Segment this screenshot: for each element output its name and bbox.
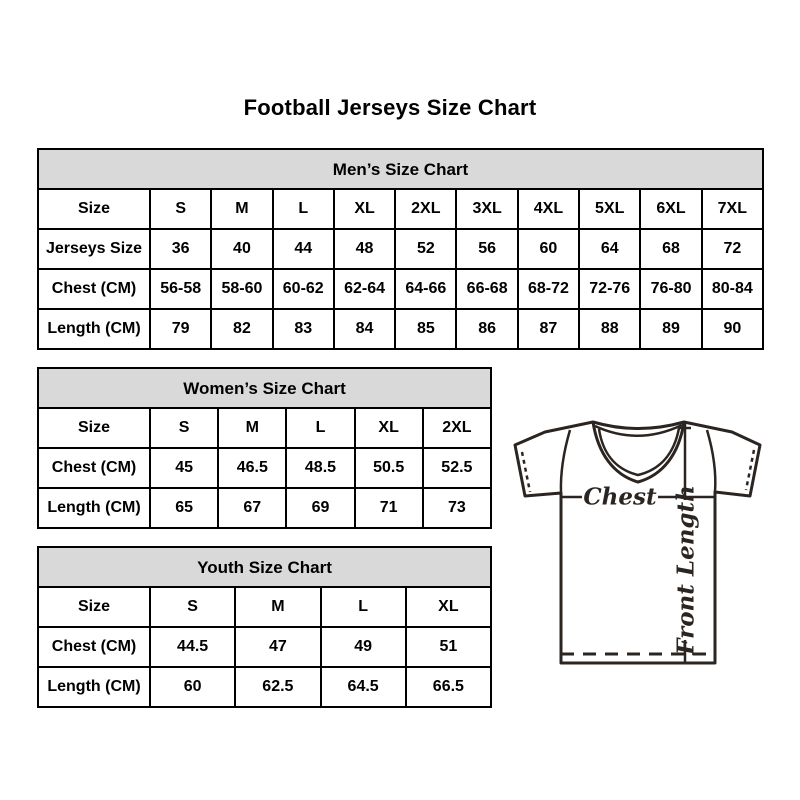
cell: 65 <box>150 488 218 528</box>
cell: 46.5 <box>218 448 286 488</box>
row-label: Length (CM) <box>38 667 150 707</box>
youth-size-table <box>37 546 492 708</box>
cell: 89 <box>640 309 701 349</box>
cell: 50.5 <box>355 448 423 488</box>
cell: 62-64 <box>334 269 395 309</box>
cell: 85 <box>395 309 456 349</box>
cell: 48.5 <box>286 448 354 488</box>
cell: M <box>235 587 320 627</box>
cell: 72-76 <box>579 269 640 309</box>
cell: 73 <box>423 488 491 528</box>
cell: 44 <box>273 229 334 269</box>
cell: 52.5 <box>423 448 491 488</box>
chest-label: Chest <box>583 483 657 511</box>
womens-table-title: Women’s Size Chart <box>38 368 491 408</box>
table-header-row <box>38 368 491 408</box>
cell: 60-62 <box>273 269 334 309</box>
cell: 45 <box>150 448 218 488</box>
cell: 67 <box>218 488 286 528</box>
cell: 6XL <box>640 189 701 229</box>
cell: 5XL <box>579 189 640 229</box>
row-label: Size <box>38 189 150 229</box>
cell: L <box>286 408 354 448</box>
mens-table-title: Men’s Size Chart <box>38 149 763 189</box>
cell: 79 <box>150 309 211 349</box>
cell: 51 <box>406 627 491 667</box>
cell: 58-60 <box>211 269 272 309</box>
cell: XL <box>334 189 395 229</box>
cell: 82 <box>211 309 272 349</box>
cell: L <box>321 587 406 627</box>
cell: 62.5 <box>235 667 320 707</box>
cell: 68-72 <box>518 269 579 309</box>
cell: 87 <box>518 309 579 349</box>
row-label: Size <box>38 408 150 448</box>
table-header-row <box>38 149 763 189</box>
cell: 56-58 <box>150 269 211 309</box>
table-row <box>38 488 491 528</box>
cell: 60 <box>518 229 579 269</box>
cell: XL <box>355 408 423 448</box>
row-label: Chest (CM) <box>38 448 150 488</box>
cell: 4XL <box>518 189 579 229</box>
cell: 86 <box>456 309 517 349</box>
jersey-measurement-diagram <box>498 412 778 674</box>
row-label: Chest (CM) <box>38 269 150 309</box>
mens-size-table <box>37 148 764 350</box>
table-row <box>38 587 491 627</box>
cell: 64 <box>579 229 640 269</box>
table-row <box>38 229 763 269</box>
cell: 80-84 <box>702 269 763 309</box>
cell: 2XL <box>395 189 456 229</box>
table-row <box>38 269 763 309</box>
cell: 7XL <box>702 189 763 229</box>
cell: 2XL <box>423 408 491 448</box>
row-label: Chest (CM) <box>38 627 150 667</box>
cell: 52 <box>395 229 456 269</box>
cell: 64.5 <box>321 667 406 707</box>
row-label: Jerseys Size <box>38 229 150 269</box>
cell: 83 <box>273 309 334 349</box>
womens-size-table <box>37 367 492 529</box>
cell: 49 <box>321 627 406 667</box>
cell: 47 <box>235 627 320 667</box>
cell: XL <box>406 587 491 627</box>
cell: 64-66 <box>395 269 456 309</box>
cell: 60 <box>150 667 235 707</box>
table-row <box>38 627 491 667</box>
cell: 84 <box>334 309 395 349</box>
cell: S <box>150 587 235 627</box>
front-length-label: Front Length <box>672 485 700 655</box>
cell: 48 <box>334 229 395 269</box>
cell: 68 <box>640 229 701 269</box>
cell: 3XL <box>456 189 517 229</box>
cell: 90 <box>702 309 763 349</box>
table-row <box>38 309 763 349</box>
cell: 40 <box>211 229 272 269</box>
table-header-row <box>38 547 491 587</box>
row-label: Length (CM) <box>38 488 150 528</box>
table-row <box>38 189 763 229</box>
cell: 36 <box>150 229 211 269</box>
page-title: Football Jerseys Size Chart <box>243 95 537 120</box>
cell: 56 <box>456 229 517 269</box>
row-label: Length (CM) <box>38 309 150 349</box>
cell: 44.5 <box>150 627 235 667</box>
table-row <box>38 408 491 448</box>
table-row <box>38 448 491 488</box>
cell: 66-68 <box>456 269 517 309</box>
cell: L <box>273 189 334 229</box>
cell: 66.5 <box>406 667 491 707</box>
cell: 71 <box>355 488 423 528</box>
cell: 72 <box>702 229 763 269</box>
cell: S <box>150 189 211 229</box>
cell: M <box>218 408 286 448</box>
youth-table-title: Youth Size Chart <box>38 547 491 587</box>
table-row <box>38 667 491 707</box>
cell: 88 <box>579 309 640 349</box>
row-label: Size <box>38 587 150 627</box>
cell: S <box>150 408 218 448</box>
jersey-outline-shape <box>515 422 760 663</box>
cell: M <box>211 189 272 229</box>
cell: 76-80 <box>640 269 701 309</box>
cell: 69 <box>286 488 354 528</box>
